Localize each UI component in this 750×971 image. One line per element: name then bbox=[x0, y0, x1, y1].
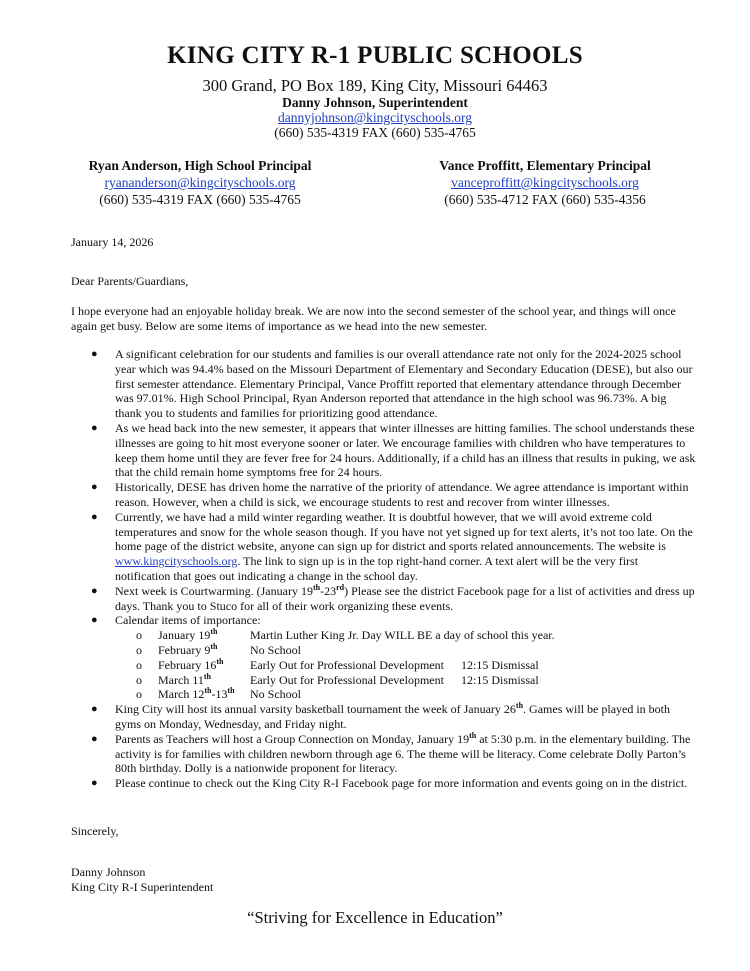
hs-principal-block bbox=[55, 157, 345, 208]
bullet-icon: ● bbox=[91, 703, 98, 716]
bullet-dese: ● Historically, DESE has driven home the narrative of the priority of attendance. We agree attendance is important within reason. However, when a child is sick, we encourage students to rest and recover from winter illnesses. bbox=[91, 480, 689, 509]
bullet-courtwarming: ● Next week is Courtwarming. (January 19th-23rd) Please see the district Facebook page for a list of activities and dress up days. Thank you to Stuco for all of their work organizing these events. bbox=[91, 582, 695, 613]
calendar-item: o January 19th Martin Luther King Jr. Day WILL BE a day of school this year. bbox=[136, 627, 555, 643]
bullet-icon: ● bbox=[91, 614, 98, 627]
hs-principal-phone: (660) 535-4319 FAX (660) 535-4765 bbox=[99, 192, 301, 207]
bullet-icon: ● bbox=[91, 421, 98, 434]
bullet-facebook: ● Please continue to check out the King City R-I Facebook page for more information and events going on in the district. bbox=[91, 776, 688, 791]
district-website-link[interactable]: www.kingcityschools.org bbox=[115, 554, 238, 569]
signer-name: Danny Johnson bbox=[71, 865, 146, 879]
bullet-icon: ● bbox=[91, 777, 98, 790]
calendar-item: o February 16th Early Out for Professional Development 12:15 Dismissal bbox=[136, 656, 539, 672]
letter-closing: Sincerely, bbox=[71, 824, 119, 838]
sub-bullet-icon: o bbox=[136, 628, 142, 643]
bullet-attendance: ● A significant celebration for our students and families is our overall attendance rate not only for the 2024-2025 school year which was 94.4% based on the Missouri Department of Elementary and Secondary Education (DESE), but also our first semester attendance. Elementary Principal, Vance Proffitt reported that elementary attendance through December was 97.01%. High School Principal, Ryan Anderson reported that attendance in the high school was 96.73%. A big thank you to students and families for prioritizing good attendance. bbox=[91, 347, 693, 421]
sub-bullet-icon: o bbox=[136, 642, 142, 657]
bullet-illness: ● As we head back into the new semester, it appears that winter illnesses are hitting families. The school understands these illnesses are going to hit most everyone sooner or later. We encourage families with children who have temperatures to keep them home until they are fever free for 24 hours. Additionally, if a child has an illness that results in puking, we ask that the child remain home symptoms free for 24 hours. bbox=[91, 420, 696, 480]
letter-intro: I hope everyone had an enjoyable holiday break. We are now into the second semester of the school year, and things will once again get busy. Below are some items of importance as we head into the new semester. bbox=[71, 304, 676, 333]
elem-principal-block bbox=[400, 157, 690, 208]
sub-bullet-icon: o bbox=[136, 672, 142, 687]
bullet-calendar bbox=[71, 613, 696, 702]
superintendent-email-link[interactable]: dannyjohnson@kingcityschools.org bbox=[277, 110, 473, 125]
superintendent-email-row bbox=[0, 110, 750, 126]
sub-bullet-icon: o bbox=[136, 687, 142, 702]
signer-title: King City R-I Superintendent bbox=[71, 880, 214, 894]
letter-date: January 14, 2026 bbox=[71, 235, 154, 249]
calendar-list bbox=[115, 628, 696, 702]
bullet-icon: ● bbox=[91, 510, 98, 523]
calendar-item: o February 9th No School bbox=[136, 641, 301, 657]
bullet-icon: ● bbox=[91, 732, 98, 745]
calendar-heading: Calendar items of importance: bbox=[115, 613, 261, 628]
superintendent-name: Danny Johnson, Superintendent bbox=[282, 95, 468, 110]
bullet-parents-as-teachers: ● Parents as Teachers will host a Group Connection on Monday, January 19th at 5:30 p.m. in the elementary building. The activity is for families with children newborn through age 6. The theme will be literacy. Come celebrate Dolly Parton’s 80th birthday. Dolly is a nationwide proponent for literacy. bbox=[91, 730, 691, 776]
school-motto: “Striving for Excellence in Education” bbox=[247, 908, 503, 927]
bullet-icon: ● bbox=[91, 481, 98, 494]
elem-principal-email-link[interactable]: vanceproffitt@kingcityschools.org bbox=[451, 175, 639, 190]
calendar-item: o March 12th-13th No School bbox=[136, 686, 301, 702]
announcement-list bbox=[71, 347, 696, 791]
bullet-icon: ● bbox=[91, 348, 98, 360]
elem-principal-phone: (660) 535-4712 FAX (660) 535-4356 bbox=[444, 192, 646, 207]
bullet-icon: ● bbox=[91, 584, 98, 597]
school-address: 300 Grand, PO Box 189, King City, Missouri 64463 bbox=[202, 76, 548, 95]
bullet-weather: ● Currently, we have had a mild winter regarding weather. It is doubtful however, that we will avoid extreme cold temperatures and snow for the whole season though. If you have not yet signed up for text alerts, it’s not too late. On the home page of the district website, anyone can sign up for district and sports related announcements. The website is www.kingcityschools.org. The link to sign up is in the top right-hand corner. A text alert will be the very first notification that goes out indicating a change in the school day. bbox=[91, 509, 693, 583]
school-name: KING CITY R-1 PUBLIC SCHOOLS bbox=[167, 42, 583, 69]
letter-greeting: Dear Parents/Guardians, bbox=[71, 274, 189, 288]
elem-principal-name: Vance Proffitt, Elementary Principal bbox=[439, 158, 651, 173]
bullet-basketball: ● King City will host its annual varsity basketball tournament the week of January 26th. Games will be played in both gyms on Monday, Wednesday, and Friday night. bbox=[91, 701, 671, 731]
hs-principal-email-link[interactable]: ryananderson@kingcityschools.org bbox=[104, 175, 296, 190]
calendar-item: o March 11th Early Out for Professional Development 12:15 Dismissal bbox=[136, 671, 539, 687]
sub-bullet-icon: o bbox=[136, 657, 142, 672]
hs-principal-name: Ryan Anderson, High School Principal bbox=[88, 158, 312, 173]
district-phone: (660) 535-4319 FAX (660) 535-4765 bbox=[274, 125, 476, 140]
